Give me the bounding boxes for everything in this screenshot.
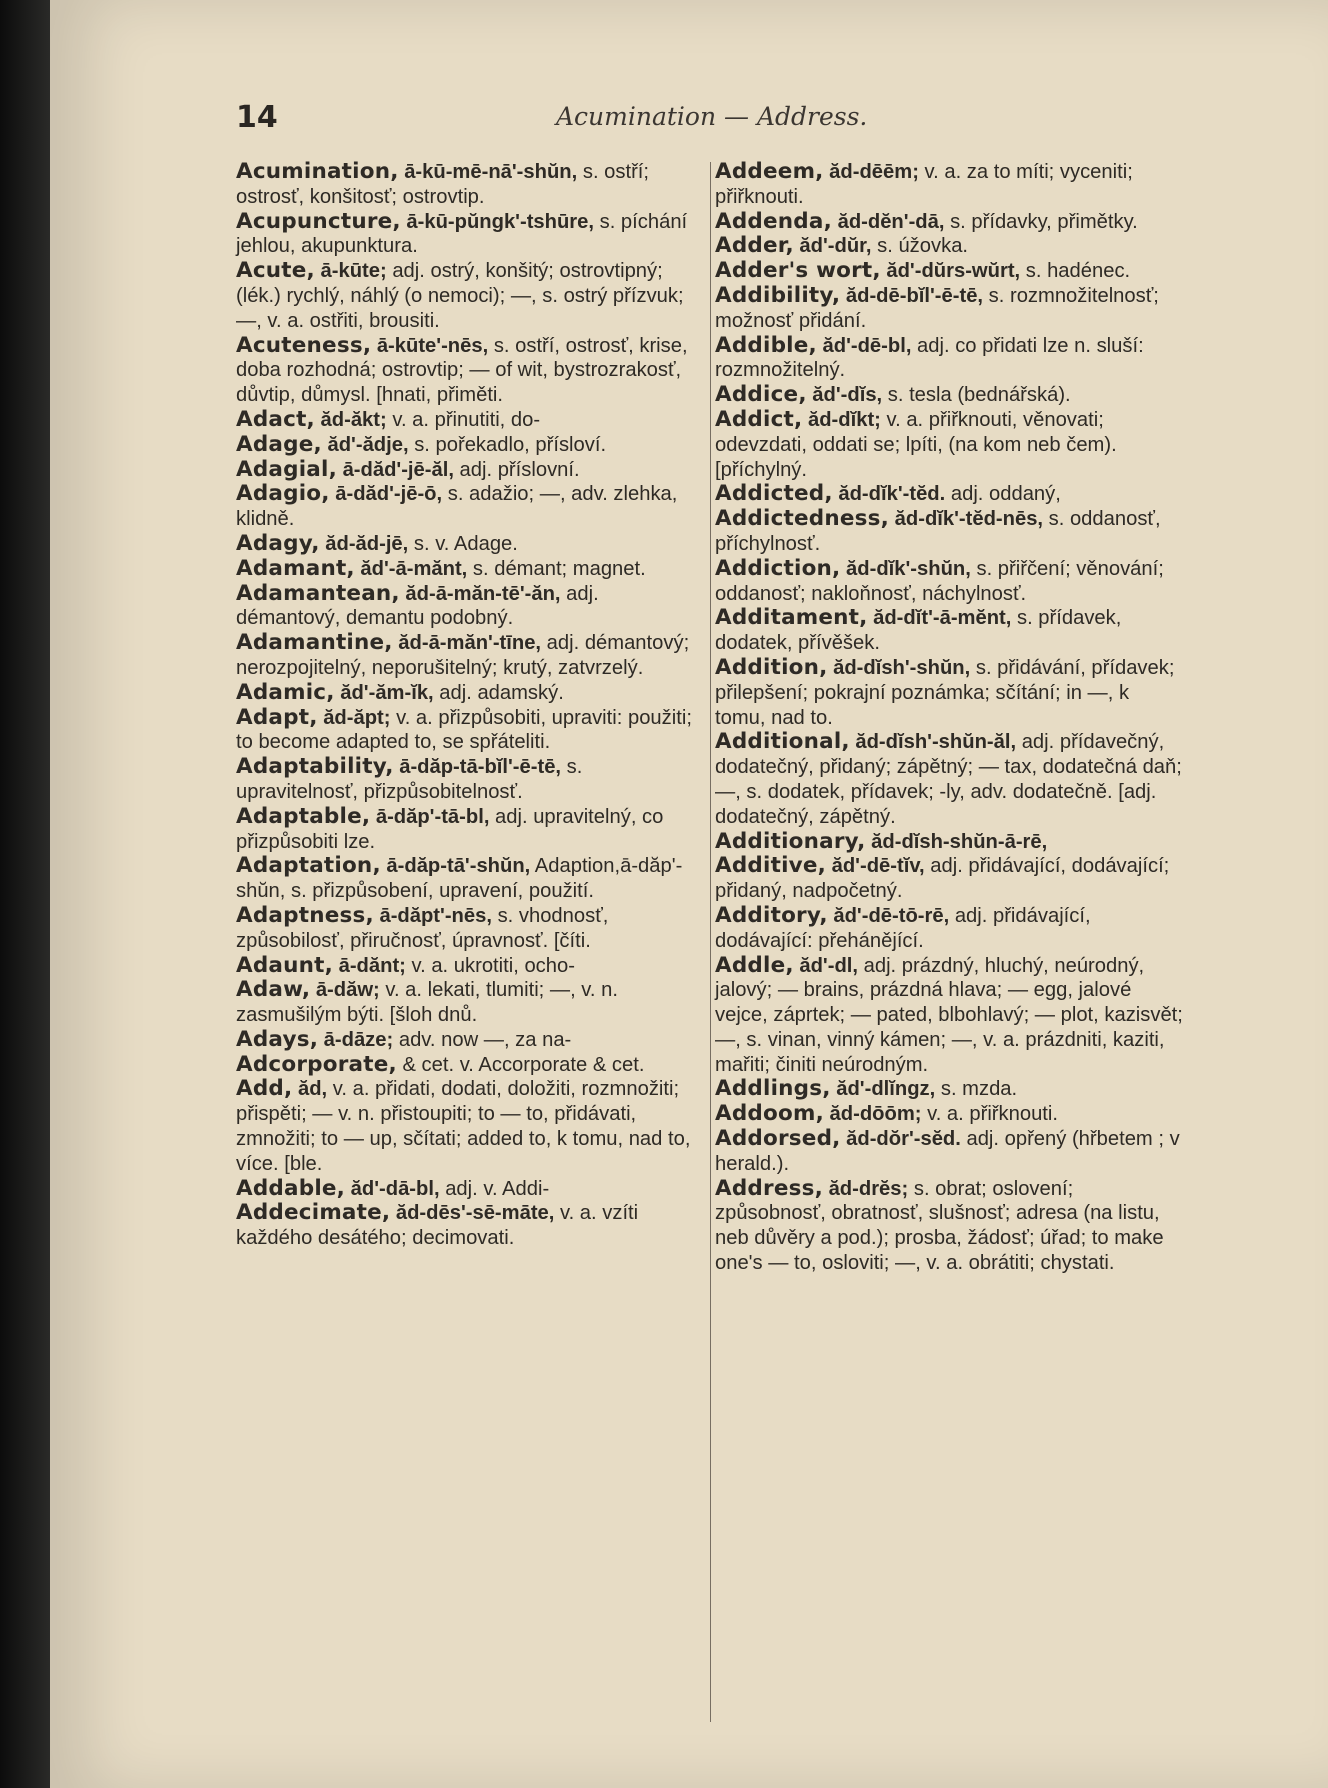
entry-pronunciation: ăd-dĭsh'-shŭn,	[833, 656, 971, 679]
entry-definition: s. ostří; ostrosť, konšitosť; ostrovtip.	[236, 161, 650, 208]
entry-definition: adj. oddaný,	[950, 483, 1061, 506]
entry-pronunciation: ăd'-dŭr,	[799, 235, 872, 258]
entry-definition: v. a. přiřknouti, věnovati; odevzdati, oddati se; lpíti, (na kom neb čem). [příchylný.	[715, 408, 1117, 481]
entry-pronunciation: ăd-dēs'-sē-māte,	[395, 1202, 555, 1225]
entry-pronunciation: ăd-dĕn'-dā,	[837, 210, 945, 233]
entry-pronunciation: ăd-dĭk'-tĕd.	[838, 483, 946, 506]
entry-pronunciation: ăd'-dē-bl,	[822, 334, 912, 357]
entry-definition: s. démant; magnet.	[472, 557, 646, 580]
dictionary-entry	[715, 284, 1185, 334]
entry-headword: Addeem,	[715, 159, 824, 184]
dictionary-entry	[236, 433, 706, 458]
entry-pronunciation: ăd'-dē-tō-rē,	[833, 904, 950, 927]
entry-pronunciation: ā-kūte'-nēs,	[376, 334, 489, 357]
entry-pronunciation: ăd'-ăm-ĭk,	[340, 681, 434, 704]
entry-pronunciation: ăd-ăpt;	[323, 706, 391, 729]
entry-pronunciation: ā-dăp-tā-bĭl'-ē-tē,	[399, 756, 562, 779]
dictionary-entry	[236, 681, 706, 706]
entry-definition: s. pořekadlo, přísloví.	[414, 433, 607, 456]
dictionary-entry	[715, 1077, 1185, 1102]
dictionary-entry	[715, 234, 1185, 259]
entry-definition: s. oddanosť, příchylnosť.	[715, 508, 1161, 555]
entry-definition: v. a. ukrotiti, ocho-	[411, 954, 575, 977]
entry-headword: Adamic,	[236, 679, 335, 705]
running-head: Acumination — Address.	[556, 102, 868, 131]
entry-headword: Adamantean,	[236, 580, 400, 606]
entry-definition: s. adažio; —, adv. zlehka, klidně.	[236, 483, 678, 531]
dictionary-entry	[236, 805, 706, 855]
dictionary-entry	[715, 606, 1185, 656]
entry-headword: Additionary,	[715, 828, 866, 854]
entry-pronunciation: ā-kūte;	[320, 260, 387, 283]
entry-pronunciation: ăd'-dā-bl,	[350, 1177, 440, 1200]
entry-headword: Acumination,	[236, 159, 399, 184]
page-number: 14	[236, 100, 278, 135]
entry-headword: Adamantine,	[236, 630, 393, 656]
entry-definition: s. mzda.	[940, 1078, 1018, 1101]
entry-pronunciation: ā-kū-pŭngk'-tshūre,	[406, 210, 595, 233]
entry-pronunciation: ăd-dĭt'-ā-mĕnt,	[873, 607, 1012, 630]
entry-definition: adv. now —, za na-	[398, 1028, 572, 1051]
dictionary-entry	[715, 854, 1185, 904]
dictionary-entry	[715, 830, 1185, 855]
dictionary-entry	[715, 904, 1185, 954]
entry-definition: v. a. vzíti každého desátého; decimovati.	[236, 1202, 639, 1250]
entry-headword: Additional,	[715, 729, 850, 755]
entry-headword: Addoom,	[715, 1101, 824, 1127]
entry-headword: Addable,	[236, 1175, 346, 1201]
entry-pronunciation: ā-dănt;	[338, 954, 406, 977]
dictionary-entry	[236, 557, 706, 582]
entry-headword: Adage,	[236, 431, 322, 457]
entry-definition: adj. démantový; nerozpojitelný, neporušitelný; krutý, zatvrzelý.	[236, 632, 690, 679]
entry-headword: Addiction,	[715, 555, 841, 581]
entry-headword: Acupuncture,	[236, 208, 401, 234]
entry-headword: Adaptness,	[236, 902, 374, 928]
entry-definition: adj. démantový, demantu podobný.	[236, 582, 599, 630]
dictionary-entry	[236, 1201, 706, 1251]
entry-pronunciation: ā-kū-mē-nā'-shŭn,	[404, 161, 578, 183]
entry-pronunciation: ăd-dŏr'-sĕd.	[846, 1128, 961, 1151]
entry-definition: adj. co přidati lze n. sluší: rozmnožitelný.	[715, 334, 1144, 382]
entry-pronunciation: ăd-ăkt;	[320, 408, 387, 431]
entry-headword: Acuteness,	[236, 332, 372, 358]
entry-headword: Adagy,	[236, 530, 320, 556]
entry-headword: Adder's wort,	[715, 258, 881, 284]
entry-headword: Addicted,	[715, 481, 833, 507]
entry-headword: Adagial,	[236, 456, 337, 482]
dictionary-entry	[236, 582, 706, 632]
dictionary-entry	[715, 954, 1185, 1078]
entry-definition: adj. přidávající, dodávající: přehánějící.	[715, 904, 1091, 952]
entry-definition: adj. v. Addi-	[445, 1177, 550, 1200]
entry-pronunciation: ăd-drĕs;	[828, 1177, 909, 1200]
dictionary-entry	[236, 631, 706, 681]
entry-pronunciation: ăd-ā-măn'-tīne,	[398, 632, 542, 655]
entry-pronunciation: ā-dăp'-tā-bl,	[375, 805, 490, 828]
dictionary-entry	[236, 854, 706, 904]
entry-headword: Adamant,	[236, 555, 355, 581]
entry-pronunciation: ăd'-ădje,	[327, 433, 409, 456]
dictionary-entry	[236, 755, 706, 805]
dictionary-entry	[236, 1177, 706, 1202]
entry-pronunciation: ăd-dĭkt;	[808, 408, 881, 431]
entry-pronunciation: ăd-dĭk'-tĕd-nēs,	[894, 508, 1044, 531]
entry-pronunciation: ăd'-dlĭngz,	[836, 1078, 936, 1101]
entry-headword: Additory,	[715, 902, 828, 928]
entry-pronunciation: ăd'-dl,	[799, 954, 858, 977]
entry-definition: s. píchání jehlou, akupunktura.	[236, 210, 688, 258]
dictionary-entry	[715, 160, 1185, 210]
dictionary-entry	[236, 904, 706, 954]
entry-pronunciation: ăd'-dĭs,	[812, 384, 883, 407]
entry-definition: Adaption,ā-dăp'-shŭn, s. přizpůsobení, upravení, použití.	[236, 855, 683, 903]
entry-definition: s. ostří, ostrosť, krise, doba rozhodná; ostrovtip; — of wit, bystrozrakosť, důvtip, důmysl. [hnati, přiměti.	[236, 334, 688, 407]
entry-headword: Adays,	[236, 1026, 319, 1052]
left-column	[236, 160, 706, 1251]
dictionary-entry	[236, 532, 706, 557]
entry-definition: s. přídavky, přimětky.	[950, 210, 1138, 233]
entry-pronunciation: ā-dăd'-jē-ō,	[335, 483, 443, 506]
entry-definition: adj. přídavečný, dodatečný, přidaný; zápětný; — tax, dodatečná daň; —, s. dodatek, přídavek; -ly, adv. dodatečně. [adj. dodatečný, zápětný.	[715, 731, 1182, 828]
entry-definition: v. a. přiřknouti.	[927, 1103, 1059, 1126]
entry-definition: s. vhodnosť, způsobilosť, přiručnosť, úpravnosť. [číti.	[236, 904, 609, 952]
entry-headword: Add,	[236, 1076, 293, 1102]
entry-definition: s. tesla (bednářská).	[887, 384, 1071, 407]
dictionary-entry	[715, 259, 1185, 284]
entry-headword: Adder,	[715, 233, 794, 259]
dictionary-entry	[236, 1028, 706, 1053]
dictionary-entry	[236, 706, 706, 756]
entry-definition: s. upravitelnosť, přizpůsobitelnosť.	[236, 756, 583, 803]
entry-definition: v. a. za to míti; vyceniti; přiřknouti.	[715, 161, 1133, 208]
entry-definition: s. obrat; oslovení; způsobnosť, obratnosť, slušnosť; adresa (na listu, neb důvěry a pod.); prosba, žádosť; úřad; to make one's — to, osloviti; —, v. a. obrátiti; chystati.	[715, 1177, 1164, 1275]
dictionary-entry	[236, 1053, 706, 1078]
dictionary-entry	[236, 160, 706, 210]
entry-definition: s. přídavek, dodatek, přívěšek.	[715, 607, 1122, 655]
dictionary-entry	[715, 507, 1185, 557]
dictionary-entry	[236, 259, 706, 333]
dictionary-entry	[715, 656, 1185, 730]
entry-pronunciation: ăd'-dŭrs-wŭrt,	[886, 260, 1021, 283]
entry-headword: Addict,	[715, 406, 803, 432]
entry-headword: Adagio,	[236, 481, 330, 507]
entry-headword: Addenda,	[715, 208, 832, 234]
entry-pronunciation: ā-dăp-tā'-shŭn,	[386, 855, 531, 878]
entry-pronunciation: ăd-ā-măn-tē'-ăn,	[405, 582, 561, 605]
entry-headword: Adcorporate,	[236, 1051, 397, 1077]
entry-headword: Address,	[715, 1175, 823, 1201]
entry-pronunciation: ăd-dĭk'-shŭn,	[846, 557, 971, 580]
entry-headword: Addition,	[715, 654, 828, 680]
entry-pronunciation: ăd-dōōm;	[829, 1103, 922, 1126]
entry-definition: adj. upravitelný, co přizpůsobiti lze.	[236, 805, 664, 853]
dictionary-entry	[715, 1127, 1185, 1177]
entry-headword: Adact,	[236, 406, 315, 432]
entry-headword: Additive,	[715, 853, 827, 879]
entry-headword: Addictedness,	[715, 506, 890, 532]
column-divider	[710, 162, 711, 1722]
entry-definition: s. rozmnožitelnosť; možnosť přidání.	[715, 284, 1159, 332]
dictionary-entry	[715, 482, 1185, 507]
entry-headword: Addorsed,	[715, 1126, 841, 1152]
entry-headword: Acute,	[236, 258, 315, 284]
entry-pronunciation: ăd'-ā-mănt,	[360, 557, 468, 580]
entry-definition: s. úžovka.	[877, 235, 969, 258]
dictionary-entry	[236, 482, 706, 532]
dictionary-entry	[715, 730, 1185, 829]
entry-headword: Addibility,	[715, 282, 841, 308]
dictionary-entry	[715, 557, 1185, 607]
entry-headword: Addice,	[715, 382, 807, 408]
entry-definition: adj. adamský.	[439, 681, 564, 704]
entry-definition: & cet. v. Accorporate & cet.	[402, 1053, 645, 1076]
entry-headword: Adaunt,	[236, 952, 333, 978]
entry-definition: adj. ostrý, konšitý; ostrovtipný; (lék.) rychlý, náhlý (o nemoci); —, s. ostrý přízvuk; —, v. a. ostřiti, brousiti.	[236, 260, 684, 332]
entry-definition: v. a. přidati, dodati, doložiti, rozmnožiti; přispěti; — v. n. přistoupiti; to — to, přidávati, zmnožiti; to — up, sčítati; added to, k tomu, nad to, více. [ble.	[236, 1078, 691, 1175]
entry-headword: Addle,	[715, 952, 794, 978]
entry-pronunciation: ā-dāze;	[323, 1028, 394, 1051]
entry-headword: Adaw,	[236, 977, 311, 1003]
entry-headword: Adapt,	[236, 704, 318, 730]
entry-definition: adj. příslovní.	[459, 458, 580, 481]
dictionary-entry	[715, 334, 1185, 384]
entry-headword: Addible,	[715, 332, 817, 358]
entry-headword: Adaptation,	[236, 853, 381, 879]
entry-pronunciation: ăd-dē-bĭl'-ē-tē,	[845, 284, 984, 307]
entry-pronunciation: ăd,	[298, 1078, 328, 1101]
entry-definition: s. přidávání, přídavek; přilepšení; pokrajní poznámka; sčítání; in —, k tomu, nad to.	[715, 656, 1175, 729]
dictionary-entry	[715, 1102, 1185, 1127]
dictionary-entry	[715, 210, 1185, 235]
dictionary-entry	[236, 978, 706, 1028]
dictionary-entry	[715, 1177, 1185, 1276]
entry-pronunciation: ā-dăw;	[315, 979, 380, 1002]
entry-headword: Adaptability,	[236, 754, 394, 780]
dictionary-entry	[236, 408, 706, 433]
entry-definition: v. a. přizpůsobiti, upraviti: použiti; to become adapted to, se spřáteliti.	[236, 706, 692, 754]
entry-pronunciation: ā-dăd'-jē-ăl,	[342, 458, 454, 481]
dictionary-entry	[236, 210, 706, 260]
entry-definition: s. v. Adage.	[413, 532, 518, 555]
dictionary-entry	[236, 334, 706, 408]
entry-pronunciation: ăd-ăd-jē,	[325, 532, 409, 555]
page-header	[236, 100, 1196, 136]
entry-definition: v. a. přinutiti, do-	[392, 408, 541, 431]
entry-pronunciation: ăd-dēēm;	[829, 161, 919, 183]
entry-pronunciation: ăd-dĭsh-shŭn-ā-rē,	[871, 830, 1048, 853]
entry-headword: Addecimate,	[236, 1200, 391, 1226]
dictionary-entry	[236, 1077, 706, 1176]
entry-headword: Addlings,	[715, 1076, 831, 1102]
dictionary-entry	[715, 408, 1185, 482]
entry-definition: adj. prázdný, hluchý, neúrodný, jalový; — brains, prázdná hlava; — egg, jalové vejce, záprtek; — pated, blbohlavý; — plot, kazisvět; —, s. vinan, vinný kámen; —, v. a. prázdniti, kaziti, mařiti; činiti neúrodným.	[715, 954, 1183, 1076]
right-column	[715, 160, 1185, 1276]
entry-definition: v. a. lekati, tlumiti; —, v. n. zasmušilým býti. [šloh dnů.	[236, 979, 618, 1027]
dictionary-entry	[715, 383, 1185, 408]
entry-definition: s. hadénec.	[1025, 260, 1131, 283]
entry-pronunciation: ăd-dĭsh'-shŭn-ăl,	[855, 731, 1017, 754]
entry-definition: adj. opřený (hřbetem ; v herald.).	[715, 1128, 1180, 1175]
entry-pronunciation: ā-dăpt'-nēs,	[379, 904, 492, 927]
dictionary-entry	[236, 458, 706, 483]
entry-headword: Additament,	[715, 605, 868, 631]
entry-pronunciation: ăd'-dē-tĭv,	[831, 855, 925, 878]
dictionary-entry	[236, 954, 706, 979]
entry-definition: s. přiřčení; věnování; oddanosť; nakloňnosť, náchylnosť.	[715, 557, 1164, 605]
book-binding-edge	[0, 0, 50, 1788]
entry-definition: adj. přidávající, dodávající; přidaný, nadpočetný.	[715, 855, 1170, 903]
entry-headword: Adaptable,	[236, 803, 371, 829]
